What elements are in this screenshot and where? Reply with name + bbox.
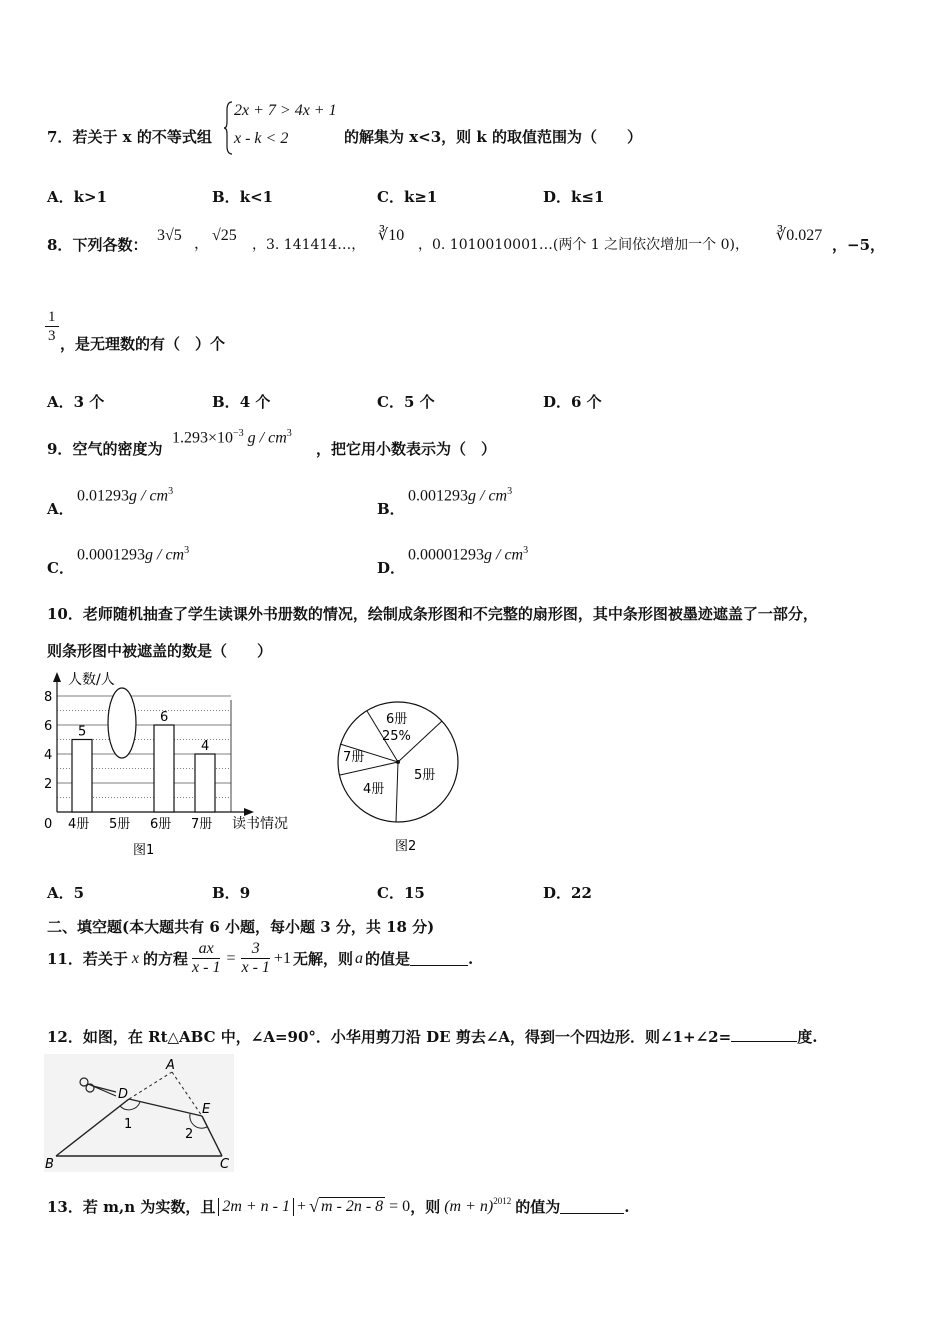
q12-answer-blank[interactable]: [731, 1027, 797, 1042]
q7-inequality-1: 2x + 7 > 4x + 1: [234, 102, 337, 119]
pie-label-6: 6册: [386, 712, 408, 727]
q7-stem: [47, 126, 212, 147]
q8-option-c[interactable]: C．5 个: [377, 393, 435, 411]
q8-number-neg5: ，−5，: [832, 236, 886, 254]
q10-option-a[interactable]: A．5: [47, 884, 85, 902]
x-category-label: 5册: [109, 817, 131, 832]
q11-fraction-1: $\frac{ax}{x - 1}$: [192, 940, 221, 976]
q13-power: (m + n): [444, 1197, 494, 1215]
q7-system-brace: [224, 100, 234, 160]
label-B: B: [45, 1157, 54, 1172]
q9-option-d-label[interactable]: D．: [377, 559, 406, 577]
label-2: 2: [185, 1127, 194, 1142]
bar-7册: [195, 754, 215, 812]
label-A: A: [166, 1058, 175, 1073]
q8-stem: 8．下列各数：: [47, 236, 148, 254]
bar-data-label: 6: [160, 710, 169, 725]
q12-triangle-figure: [44, 1054, 234, 1172]
q9-option-b-label[interactable]: B．: [377, 500, 405, 518]
q9-option-c-value[interactable]: $0.0001293g / cm^3$: [77, 545, 190, 564]
q12-line: 12．如图，在 Rt△ABC 中，∠A=90°．小华用剪刀沿 DE 剪去∠A，得到一个四边形．则∠1+∠2= 度.: [47, 1028, 818, 1046]
q8-number-3root5: 3√5: [157, 227, 182, 244]
q10-option-d[interactable]: D．22: [543, 884, 592, 902]
q9-number: 9．: [47, 440, 73, 458]
q9-stem-post: ，把它用小数表示为（ ）: [316, 440, 497, 458]
q10-bar-chart: [38, 668, 308, 858]
q10-number: 10．: [47, 605, 83, 623]
bar-chart-xlabel: 读书情况: [232, 816, 288, 832]
q9-stem: 9．空气的密度为: [47, 440, 163, 458]
pie-label-4: 4册: [363, 782, 385, 797]
y-tick-label: 8: [44, 690, 53, 705]
label-D: D: [118, 1087, 129, 1102]
q9-option-a-value[interactable]: $0.01293g / cm^3$: [77, 486, 174, 505]
q8-number: 8．: [47, 236, 73, 254]
y-tick-label: 0: [44, 817, 53, 832]
pie-label-5: 5册: [414, 768, 436, 783]
q7-option-b[interactable]: B．k<1: [212, 188, 274, 206]
bar-4册: [72, 740, 92, 813]
q8-option-b[interactable]: B．4 个: [212, 393, 271, 411]
q8-number-root25: √25: [212, 227, 237, 244]
q8-number-3141414: ，3. 141414…，: [252, 237, 366, 253]
q9-density-expression: $1.293\times 10^{-3}$ g / $cm^3$: [172, 428, 292, 447]
q13-answer-blank[interactable]: [560, 1199, 624, 1214]
q12-number: 12．: [47, 1028, 83, 1046]
section-2-heading: 二、填空题(本大题共有 6 小题，每小题 3 分，共 18 分): [47, 918, 435, 936]
q10-stem-line1: 10．老师随机抽查了学生读课外书册数的情况，绘制成条形图和不完整的扇形图，其中条形图被墨迹遮盖了一部分，: [47, 605, 818, 623]
q10-option-c[interactable]: C．15: [377, 884, 425, 902]
q8-number-cuberoot10: ∛10: [378, 227, 405, 244]
q8-option-d[interactable]: D．6 个: [543, 393, 602, 411]
x-category-label: 6册: [150, 817, 172, 832]
q7-option-a[interactable]: A．k>1: [47, 188, 108, 206]
bar-chart-y-arrow: [53, 672, 61, 682]
q11-line: 11． 若关于 x 的方程 $\frac{ax}{x - 1}$ = $\frac{3}{x - 1}$ +1 无解，则 a 的值是 .: [47, 940, 474, 976]
q9-option-c-label[interactable]: C．: [47, 559, 74, 577]
q7-option-d[interactable]: D．k≤1: [543, 188, 605, 206]
q7-option-c[interactable]: C．k≥1: [377, 188, 438, 206]
q7-number: 7．: [47, 128, 73, 146]
label-E: E: [202, 1102, 211, 1117]
q11-number: 11．: [47, 950, 83, 968]
bar-chart-ylabel: 人数/人: [68, 672, 115, 688]
label-C: C: [220, 1157, 230, 1172]
q10-pie-chart: [330, 690, 470, 860]
q9-option-a-label[interactable]: A．: [47, 500, 74, 518]
q9-option-b-value[interactable]: $0.001293g / cm^3$: [408, 486, 513, 505]
y-tick-label: 6: [44, 719, 53, 734]
q9-option-d-value[interactable]: $0.00001293g / cm^3$: [408, 545, 529, 564]
q13-line: 13． 若 m,n 为实数，且 2m + n - 1 + √ m - 2n - 8 = 0 ，则 (m + n) $^{2012}$ 的值为 .: [47, 1196, 630, 1216]
q13-abs-expr: 2m + n - 1: [218, 1198, 294, 1216]
q10-option-b[interactable]: B．9: [212, 884, 251, 902]
q13-number: 13．: [47, 1198, 83, 1216]
q11-answer-blank[interactable]: [410, 951, 468, 966]
pie-label-7: 7册: [343, 750, 365, 765]
bar-data-label: 4: [201, 739, 210, 754]
q8-number-0101001: ，0. 1010010001…(两个 1 之间依次增加一个 0)，: [418, 237, 749, 253]
q11-fraction-2: $\frac{3}{x - 1}$: [241, 940, 270, 976]
bar-data-label: 5: [78, 724, 87, 740]
q7-inequality-2: x - k < 2: [234, 130, 289, 147]
x-category-label: 4册: [68, 817, 90, 832]
y-tick-label: 2: [44, 777, 53, 792]
ink-blot: [108, 688, 136, 758]
pie-chart-title: 图2: [395, 839, 417, 854]
y-tick-label: 4: [44, 748, 53, 763]
q13-sqrt-expr: m - 2n - 8: [320, 1198, 384, 1215]
q7-stem-post: 的解集为 x<3，则 k 的取值范围为（ ）: [344, 128, 643, 146]
label-1: 1: [124, 1117, 133, 1132]
q8-stem-2: ，是无理数的有（ ）个: [60, 335, 226, 353]
bar-6册: [154, 725, 174, 812]
q7-stem-pre: 若关于 x 的不等式组: [72, 128, 212, 146]
pie-label-25pct: 25%: [382, 729, 411, 744]
q8-number-cuberoot0027: ∛0.027: [776, 227, 823, 244]
bar-chart-x-arrow: [244, 808, 254, 816]
x-category-label: 7册: [191, 817, 213, 832]
bar-chart-title: 图1: [133, 843, 155, 858]
q10-stem-line2: 则条形图中被遮盖的数是（ ）: [47, 642, 273, 660]
q8-option-a[interactable]: A．3 个: [47, 393, 105, 411]
q8-fraction-one-third: $\frac{1}{3}$: [45, 308, 59, 345]
